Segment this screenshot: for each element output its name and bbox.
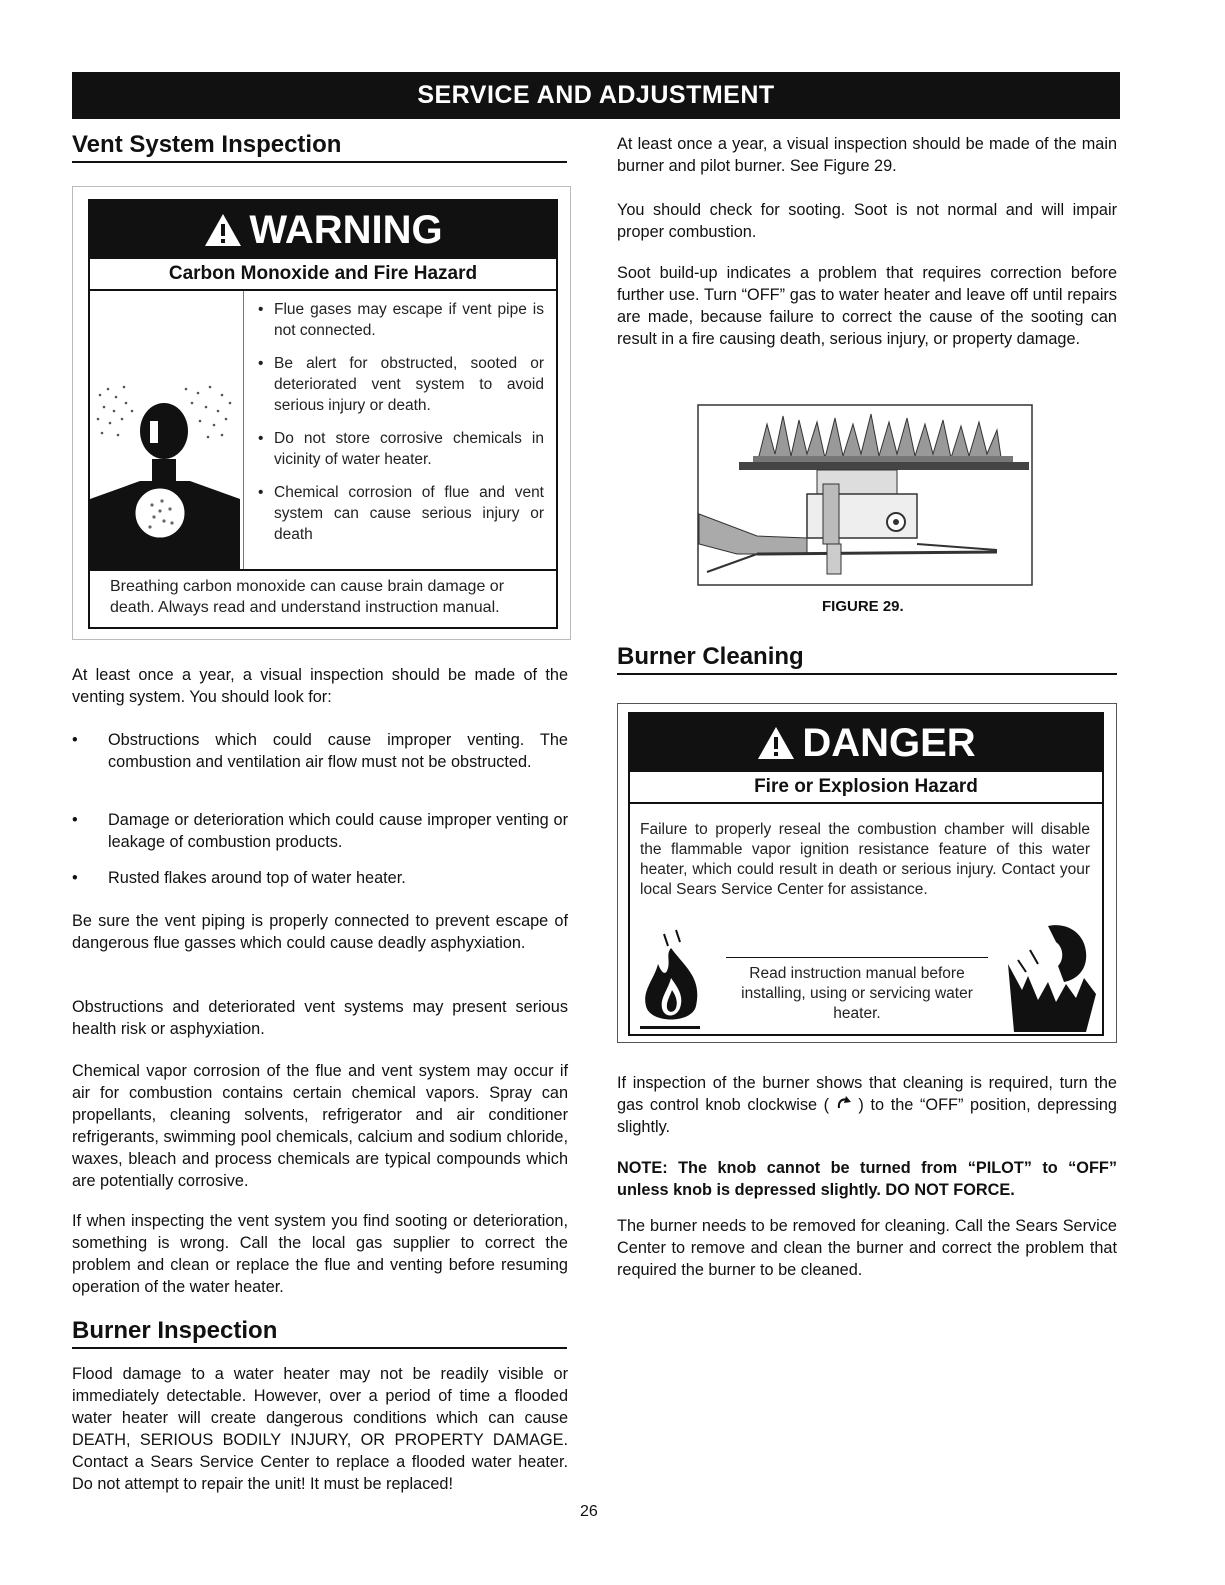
vent-piping-paragraph: Be sure the vent piping is properly connected to prevent escape of dangerous flue gasses which could cause deadly asphyxiation. — [72, 912, 568, 952]
explosion-icon — [1004, 920, 1100, 1032]
burner-cleaning-title: Burner Cleaning — [617, 643, 1117, 675]
person-inhaling-gas-icon — [90, 381, 240, 569]
warning-footer-text: Breathing carbon monoxide can cause brain damage or death. Always read and understand instruction manual. — [110, 578, 505, 616]
danger-box — [628, 712, 1104, 1036]
danger-hazard-title: Fire or Explosion Hazard — [754, 776, 978, 797]
cleaning-text-end: ) to the “OFF” position, depressing slightly. — [617, 1096, 1117, 1136]
danger-text: Failure to properly reseal the combustion chamber will disable the flammable vapor ignition resistance feature of this water heater, which could result in death or serious injury. Contact your local Sears Service Center for assistance. — [640, 821, 1090, 898]
read-manual-text: Read instruction manual before installing, using or servicing water heater. — [741, 965, 973, 1022]
warning-box — [88, 199, 558, 629]
warning-hazard-title: Carbon Monoxide and Fire Hazard — [168, 263, 478, 284]
burner-inspection-title: Burner Inspection — [72, 1317, 567, 1349]
burner-diagram-figure — [697, 404, 1033, 586]
flame-icon — [636, 928, 706, 1032]
vent-intro-paragraph: At least once a year, a visual inspection should be made of the venting system. You should look for: — [72, 666, 568, 706]
section-banner: SERVICE AND ADJUSTMENT — [72, 72, 1120, 119]
burner-inspection-paragraph: At least once a year, a visual inspection should be made of the main burner and pilot burner. See Figure 29. — [617, 135, 1117, 175]
clockwise-arrow-icon — [836, 1096, 852, 1112]
vent-system-title: Vent System Inspection — [72, 131, 567, 163]
figure-caption: FIGURE 29. — [822, 598, 904, 615]
knob-note: NOTE: The knob cannot be turned from “PILOT” to “OFF” unless knob is depressed slightly. DO NOT FORCE. — [617, 1159, 1117, 1199]
list-item-text: Obstructions which could cause improper venting. The combustion and ventilation air flow must not be obstructed. — [108, 731, 568, 771]
burner-cleaning-paragraph — [617, 1072, 1117, 1138]
divider — [726, 957, 988, 958]
danger-signal-panel — [630, 714, 1102, 772]
danger-signal-word: DANGER — [802, 720, 976, 765]
list-item-text: Damage or deterioration which could cause improper venting or leakage of combustion products. — [108, 811, 568, 851]
warning-bullet: Do not store corrosive chemicals in vicinity of water heater. — [274, 430, 544, 468]
alert-triangle-icon — [756, 725, 796, 761]
chemical-vapor-paragraph: Chemical vapor corrosion of the flue and vent system may occur if air for combustion contains certain chemical vapors. Spray can propellants, cleaning solvents, refrigerator and air conditioner refrigerants, swimming pool chemicals, calcium and sodium chloride, waxes, bleach and process chemicals are typical compounds which are potentially corrosive. — [72, 1062, 568, 1190]
warning-bullet: Chemical corrosion of flue and vent system can cause serious injury or death — [274, 484, 544, 543]
soot-buildup-paragraph: Soot build-up indicates a problem that requires correction before further use. Turn “OFF” gas to water heater and leave off until repairs are made, because failure to correct the cause of the sooting can result in a fire causing death, serious injury, or property damage. — [617, 264, 1117, 348]
flood-damage-paragraph: Flood damage to a water heater may not be readily visible or immediately detectable. However, over a period of time a flooded water heater will create dangerous conditions which can cause DEATH, SERIOUS BODILY INJURY, OR PROPERTY DAMAGE. Contact a Sears Service Center to replace a flooded water heater. Do not attempt to repair the unit! It must be replaced! — [72, 1365, 568, 1493]
sooting-check-paragraph: You should check for sooting. Soot is not normal and will impair proper combustion. — [617, 201, 1117, 241]
divider — [90, 289, 556, 291]
list-item: • Rusted flakes around top of water heater. — [72, 869, 406, 887]
warning-signal-panel — [90, 201, 556, 259]
list-item: • Damage or deterioration which could cause improper venting or leakage of combustion products. — [72, 811, 568, 851]
burner-removal-paragraph: The burner needs to be removed for cleaning. Call the Sears Service Center to remove and clean the burner and correct the problem that required the burner to be cleaned. — [617, 1217, 1117, 1279]
obstructions-paragraph: Obstructions and deteriorated vent systems may present serious health risk or asphyxiation. — [72, 998, 568, 1038]
list-item: • Obstructions which could cause improper venting. The combustion and ventilation air flow must not be obstructed. — [72, 731, 568, 771]
divider — [90, 569, 556, 571]
warning-bullet-list: • Flue gases may escape if vent pipe is not connected. • Be alert for obstructed, sooted or deteriorated vent system to avoid serious injury or death. • Do not store corrosive chemicals in vicinity of water heater. • Chemical corrosion of flue and vent system can cause serious injury or death — [258, 301, 544, 543]
page-number: 26 — [580, 1503, 598, 1520]
cleaning-text-start: If inspection of the burner shows that cleaning is required, turn the gas control knob clockwise ( — [617, 1074, 1117, 1114]
divider — [630, 802, 1102, 804]
warning-bullet: Flue gases may escape if vent pipe is not connected. — [274, 301, 544, 339]
warning-bullet: Be alert for obstructed, sooted or deteriorated vent system to avoid serious injury or death. — [274, 355, 544, 414]
warning-signal-word: WARNING — [249, 207, 443, 252]
divider — [243, 291, 244, 569]
alert-triangle-icon — [203, 212, 243, 248]
sooting-paragraph: If when inspecting the vent system you find sooting or deterioration, something is wrong. Call the local gas supplier to correct the problem and clean or replace the flue and venting before resuming operation of the water heater. — [72, 1212, 568, 1296]
list-item-text: Rusted flakes around top of water heater. — [108, 869, 406, 887]
